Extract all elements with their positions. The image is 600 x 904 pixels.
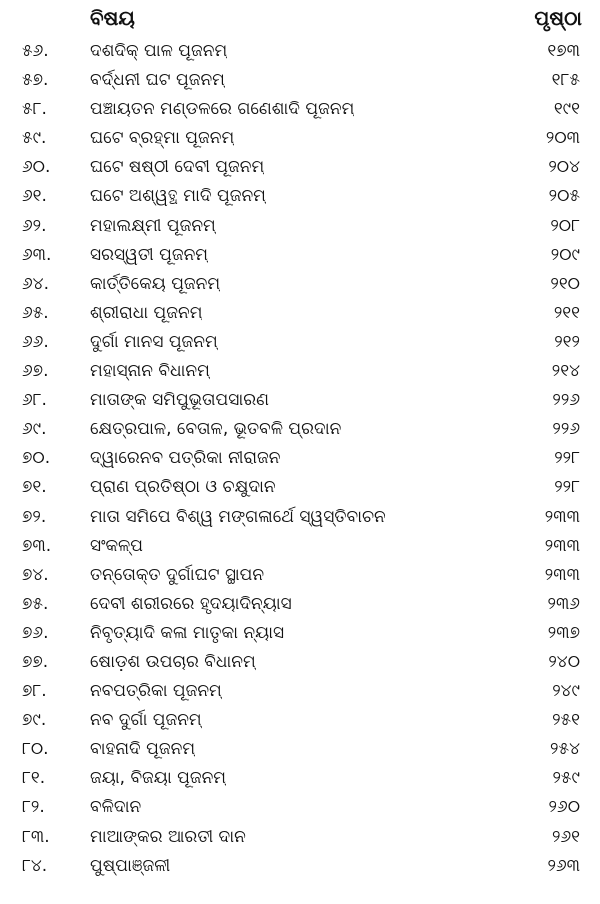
entry-number: ୮୨. bbox=[22, 797, 45, 818]
entry-page-number: ୨୬୧ bbox=[552, 826, 580, 847]
entry-title: ଘଟେ ଷଷ୍ଠୀ ଦେବୀ ପୂଜନମ୍ bbox=[90, 157, 265, 178]
entry-page-number: ୨୫୯ bbox=[552, 768, 580, 789]
toc-entry bbox=[0, 212, 600, 241]
entry-title: ମହାସ୍ନାନ ବିଧାନମ୍ bbox=[90, 361, 210, 382]
entry-title: ମାତାଙ୍କ ସମିପୁଭୂତାପସାରଣ bbox=[90, 390, 269, 411]
entry-number: ୮୧. bbox=[22, 768, 46, 789]
entry-number: ୭୧. bbox=[22, 477, 47, 498]
entry-page-number: ୨୧୦ bbox=[550, 273, 580, 294]
entry-page-number: ୨୦୩ bbox=[545, 128, 580, 149]
entry-title: ଦ୍ୱାରେନବ ପତ୍ରିକା ନୀରାଜନ bbox=[90, 448, 281, 469]
entry-number: ୫୬. bbox=[22, 41, 49, 61]
entry-title: ଷୋଡ଼ଶ ଉପଚାର ବିଧାନମ୍ bbox=[90, 651, 256, 672]
entry-page-number: ୨୨୮ bbox=[554, 448, 580, 469]
toc-entry bbox=[0, 357, 600, 386]
entry-title: ନବ ଦୁର୍ଗା ପୂଜନମ୍ bbox=[90, 710, 202, 731]
toc-entry bbox=[0, 561, 600, 590]
toc-entry bbox=[0, 648, 600, 677]
entry-number: ୮୩. bbox=[22, 826, 50, 847]
entry-page-number: ୨୩୬ bbox=[547, 593, 580, 614]
toc-entry bbox=[0, 793, 600, 822]
entry-number: ୬୧. bbox=[22, 186, 47, 207]
entry-page-number: ୨୦୪ bbox=[548, 157, 580, 178]
contents-list bbox=[0, 37, 600, 881]
toc-entry bbox=[0, 270, 600, 299]
entry-title: ମାତା ସମିପେ ବିଶ୍ୱ ମଙ୍ଗଳାର୍ଥେ ସ୍ୱସ୍ତିବାଚନ bbox=[90, 506, 386, 527]
toc-entry bbox=[0, 852, 600, 881]
entry-page-number: ୨୧୪ bbox=[551, 361, 580, 382]
toc-entry bbox=[0, 386, 600, 415]
entry-number: ୭୩. bbox=[22, 535, 52, 556]
toc-entry bbox=[0, 677, 600, 706]
entry-number: ୬୦. bbox=[22, 157, 51, 178]
entry-number: ୮୪. bbox=[22, 855, 48, 876]
entry-number: ୮୦. bbox=[22, 739, 49, 760]
entry-page-number: ୨୧୧ bbox=[553, 302, 580, 323]
toc-entry bbox=[0, 590, 600, 619]
entry-number: ୭୫. bbox=[22, 593, 49, 614]
toc-entry bbox=[0, 241, 600, 270]
entry-page-number: ୧୭୩ bbox=[547, 41, 580, 61]
entry-page-number: ୨୫୧ bbox=[552, 710, 580, 731]
entry-page-number: ୨୩୩ bbox=[544, 564, 580, 585]
entry-page-number: ୨୩୩ bbox=[544, 506, 580, 527]
entry-number: ୭୨. bbox=[22, 506, 47, 527]
toc-entry bbox=[0, 37, 600, 66]
toc-entry bbox=[0, 153, 600, 182]
entry-page-number: ୨୧୨ bbox=[554, 331, 580, 352]
entry-page-number: ୨୬୩ bbox=[547, 855, 580, 876]
entry-number: ୫୭. bbox=[22, 70, 49, 91]
toc-entry bbox=[0, 415, 600, 444]
entry-number: ୬୫. bbox=[22, 302, 49, 323]
entry-number: ୬୬. bbox=[22, 331, 49, 352]
entry-title: ଶ୍ରୀରାଧା ପୂଜନମ୍ bbox=[90, 302, 203, 323]
entry-page-number: ୨୪୯ bbox=[552, 681, 580, 702]
entry-number: ୭୮. bbox=[22, 681, 47, 702]
entry-title: ବଳିଦାନ bbox=[90, 797, 142, 818]
entry-page-number: ୨୬୦ bbox=[548, 797, 580, 818]
entry-page-number: ୨୨୬ bbox=[552, 390, 580, 411]
entry-number: ୫୯. bbox=[22, 128, 47, 149]
entry-title: ମାଆଙ୍କର ଆରତୀ ଦାନ bbox=[90, 826, 246, 847]
toc-entry bbox=[0, 328, 600, 357]
toc-entry bbox=[0, 735, 600, 764]
entry-number: ୭୦. bbox=[22, 448, 51, 469]
entry-page-number: ୨୦୮ bbox=[550, 215, 580, 236]
entry-page-number: ୧୯୧ bbox=[553, 99, 580, 120]
entry-title: ନିବୃତ୍ୟାଦି କଳା ମାତୃକା ନ୍ୟାସ bbox=[90, 622, 285, 643]
entry-page-number: ୨୩୭ bbox=[547, 622, 580, 643]
entry-title: ମହାଲକ୍ଷ୍ମୀ ପୂଜନମ୍ bbox=[90, 215, 216, 236]
toc-entry bbox=[0, 503, 600, 532]
toc-entry bbox=[0, 532, 600, 561]
entry-title: ତନ୍ତୋକ୍ତ ଦୁର୍ଗାଘଟ ସ୍ଥାପନ bbox=[90, 564, 265, 585]
entry-title: ସଂକଳ୍ପ bbox=[90, 535, 144, 556]
entry-page-number: ୨୨୬ bbox=[552, 419, 580, 440]
contents-header bbox=[0, 4, 600, 32]
entry-number: ୬୯. bbox=[22, 419, 47, 440]
entry-number: ୬୨. bbox=[22, 215, 47, 236]
entry-number: ୫୮. bbox=[22, 99, 47, 120]
toc-entry bbox=[0, 473, 600, 502]
entry-page-number: ୨୨୮ bbox=[554, 477, 580, 498]
entry-page-number: ୨୩୩ bbox=[544, 535, 580, 556]
entry-page-number: ୨୪୦ bbox=[548, 651, 580, 672]
toc-entry bbox=[0, 182, 600, 211]
entry-number: ୭୬. bbox=[22, 622, 49, 643]
entry-title: ପ୍ରାଣ ପ୍ରତିଷ୍ଠା ଓ ଚକ୍ଷୁଦାନ bbox=[90, 477, 276, 498]
entry-number: ୬୪. bbox=[22, 273, 49, 294]
entry-number: ୭୪. bbox=[22, 564, 49, 585]
entry-title: ଘଟେ ଅଶ୍ୱତ୍ଥ ମାଦି ପୂଜନମ୍ bbox=[90, 186, 266, 207]
entry-title: ପୁଷ୍ପାଞ୍ଜଳୀ bbox=[90, 855, 171, 876]
entry-title: ପଞ୍ଚାୟତନ ମଣ୍ଡଳରେ ଗଣେଶାଦି ପୂଜନମ୍ bbox=[90, 99, 355, 120]
entry-title: ଘଟେ ବ୍ରହ୍ମା ପୂଜନମ୍ bbox=[90, 128, 235, 149]
entry-page-number: ୨୫୪ bbox=[550, 739, 580, 760]
entry-title: କାର୍ତ୍ତିକେୟ ପୂଜନମ୍ bbox=[90, 273, 221, 294]
entry-title: ବର୍ଦ୍ଧନୀ ଘଟ ପୂଜନମ୍ bbox=[90, 70, 225, 91]
entry-number: ୬୮. bbox=[22, 390, 47, 411]
entry-title: ସରସ୍ୱତୀ ପୂଜନମ୍ bbox=[90, 244, 209, 265]
page-column-heading: ପୃଷ୍ଠା bbox=[534, 6, 582, 30]
entry-number: ୭୭. bbox=[22, 651, 49, 672]
toc-entry bbox=[0, 444, 600, 473]
entry-title: ବାହନାଦି ପୂଜନମ୍ bbox=[90, 739, 196, 760]
entry-page-number: ୨୦୫ bbox=[548, 186, 580, 207]
entry-number: ୭୯. bbox=[22, 710, 47, 731]
toc-entry bbox=[0, 124, 600, 153]
toc-entry bbox=[0, 95, 600, 124]
entry-title: ନବପତ୍ରିକା ପୂଜନମ୍ bbox=[90, 681, 222, 702]
entry-title: କ୍ଷେତ୍ରପାଳ, ବେତାଳ, ଭୂତବଳି ପ୍ରଦାନ bbox=[90, 419, 342, 440]
entry-number: ୬୭. bbox=[22, 361, 49, 382]
toc-entry bbox=[0, 706, 600, 735]
toc-entry bbox=[0, 66, 600, 95]
toc-entry bbox=[0, 299, 600, 328]
toc-entry bbox=[0, 619, 600, 648]
toc-entry bbox=[0, 823, 600, 852]
toc-entry bbox=[0, 764, 600, 793]
entry-number: ୬୩. bbox=[22, 244, 52, 265]
subject-column-heading: ବିଷୟ bbox=[90, 6, 135, 30]
entry-title: ଜୟା, ବିଜୟା ପୂଜନମ୍ bbox=[90, 768, 226, 789]
entry-title: ଦେବୀ ଶରୀରରେ ହୃଦୟାଦିନ୍ୟାସ bbox=[90, 593, 292, 614]
entry-title: ଦୁର୍ଗା ମାନସ ପୂଜନମ୍ bbox=[90, 331, 218, 352]
entry-page-number: ୧୮୫ bbox=[551, 70, 580, 91]
entry-page-number: ୨୦୯ bbox=[550, 244, 580, 265]
entry-title: ଦଶଦିକ୍ ପାଳ ପୂଜନମ୍ bbox=[90, 41, 228, 61]
